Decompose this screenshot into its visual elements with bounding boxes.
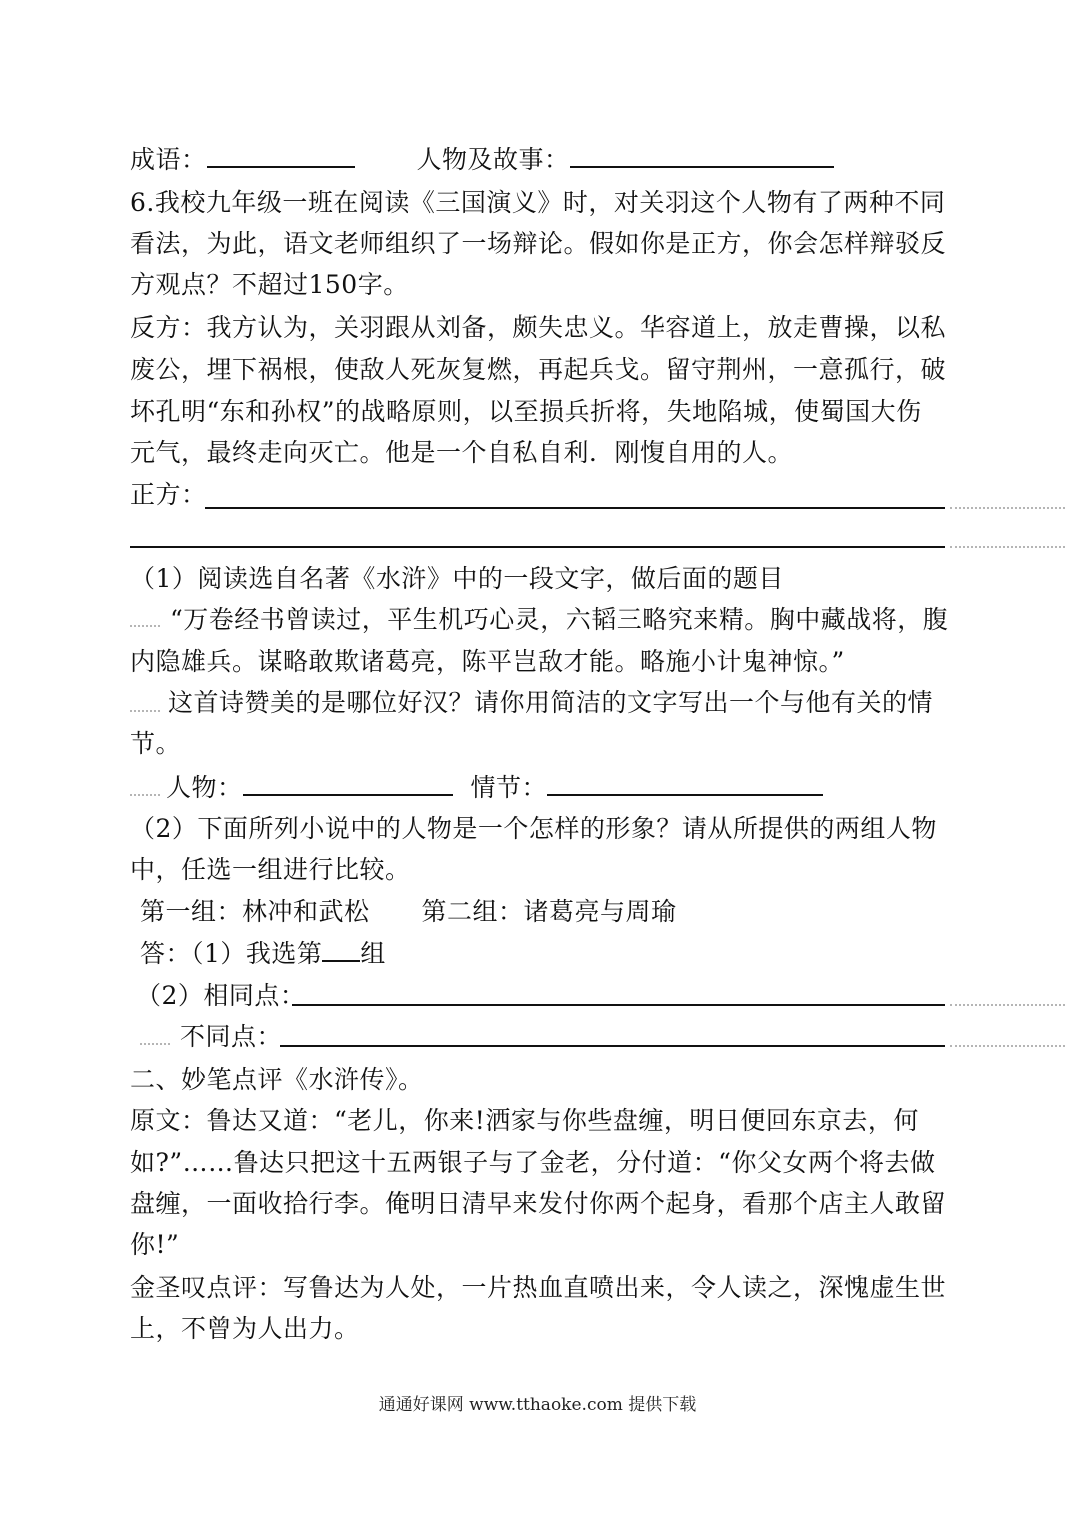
original-line-2: 如?”……鲁达只把这十五两银子与了金老，分付道：“你父女两个将去做: [130, 1148, 936, 1177]
margin-dots: [950, 546, 1065, 548]
fanfang-line-3: 坏孔明“东和孙权”的战略原则，以至损兵折将，失地陷城，使蜀国大伤: [130, 397, 922, 426]
zhengfang-label: 正方：: [130, 480, 207, 509]
zhengfang-answer-line-2[interactable]: [130, 546, 945, 548]
answer-prefix: 答：（1）我选第: [140, 939, 323, 968]
margin-dots: [950, 507, 1065, 509]
same-row: [136, 979, 946, 1013]
commentary-line-1: 金圣叹点评：写鲁达为人处，一片热血直喷出来，令人读之，深愧虚生世: [130, 1273, 947, 1302]
indent-dots: [130, 625, 160, 627]
q6-line-1: 6.我校九年级一班在阅读《三国演义》时，对关羽这个人物有了两种不同: [130, 188, 946, 217]
plot-answer-blank[interactable]: [547, 772, 823, 796]
compare-question-2: 中，任选一组进行比较。: [130, 855, 411, 884]
indent-dots: [140, 1043, 170, 1045]
part2-title: 二、妙笔点评《水浒传》。: [130, 1065, 424, 1094]
original-line-4: 你!”: [130, 1230, 180, 1259]
original-line-1: 原文：鲁达又道：“老儿，你来!洒家与你些盘缠，明日便回东京去，何: [130, 1106, 919, 1135]
same-answer-line[interactable]: [292, 1004, 945, 1006]
diff-answer-line[interactable]: [280, 1045, 945, 1047]
group-choice-blank[interactable]: [322, 938, 360, 962]
plot-label: 情节：: [470, 773, 548, 802]
poem-line-1: “万卷经书曾读过，平生机巧心灵，六韬三略究来精。胸中藏战将，腹: [170, 605, 949, 634]
compare-question-1: （2）下面所列小说中的人物是一个怎样的形象？请从所提供的两组人物: [130, 814, 937, 843]
person-plot-row: [166, 771, 946, 805]
indent-dots: [130, 794, 160, 796]
indent-dots: [130, 710, 160, 712]
groups-row: [140, 895, 946, 929]
chengyu-row: [130, 143, 946, 177]
person-answer-blank[interactable]: [243, 772, 453, 796]
story-answer-blank[interactable]: [570, 144, 834, 168]
answer-choice-row: [140, 937, 946, 971]
answer-suffix: 组: [360, 939, 386, 968]
fanfang-line-2: 废公，埋下祸根，使敌人死灰复燃，再起兵戈。留守荆州，一意孤行，破: [130, 355, 947, 384]
same-label: （2）相同点：: [136, 981, 306, 1010]
chengyu-answer-blank[interactable]: [207, 144, 355, 168]
fanfang-line-4: 元气，最终走向灭亡。他是一个自私自利．刚愎自用的人。: [130, 438, 794, 467]
margin-dots: [950, 1004, 1065, 1006]
footer-credit: 通通好课网 www.tthaoke.com 提供下载: [378, 1395, 697, 1415]
group-2: 第二组：诸葛亮与周瑜: [421, 897, 677, 926]
person-label: 人物：: [166, 773, 243, 802]
q6-line-2: 看法，为此，语文老师组织了一场辩论。假如你是正方，你会怎样辩驳反: [130, 229, 947, 258]
chengyu-label: 成语：: [130, 145, 207, 174]
fanfang-line-1: 反方：我方认为，关羽跟从刘备，颇失忠义。华容道上，放走曹操，以私: [130, 313, 947, 342]
group-1: 第一组：林冲和武松: [140, 897, 370, 926]
diff-label: 不同点：: [180, 1022, 283, 1051]
commentary-line-2: 上，不曾为人出力。: [130, 1314, 360, 1343]
poem-line-2: 内隐雄兵。谋略敢欺诸葛亮，陈平岂敌才能。略施小计鬼神惊。”: [130, 647, 845, 676]
original-line-3: 盘缠，一面收拾行李。俺明日清早来发付你两个起身，看那个店主人敢留: [130, 1189, 947, 1218]
shuihu-intro: （1）阅读选自名著《水浒》中的一段文字，做后面的题目: [130, 564, 784, 593]
question-line-2: 节。: [130, 729, 182, 758]
diff-row: [180, 1020, 946, 1054]
margin-dots: [950, 1045, 1065, 1047]
q6-line-3: 方观点？不超过150字。: [130, 270, 409, 299]
question-line-1: 这首诗赞美的是哪位好汉？请你用简洁的文字写出一个与他有关的情: [168, 688, 934, 717]
zhengfang-answer-line-1[interactable]: [205, 507, 945, 509]
story-label: 人物及故事：: [416, 145, 570, 174]
